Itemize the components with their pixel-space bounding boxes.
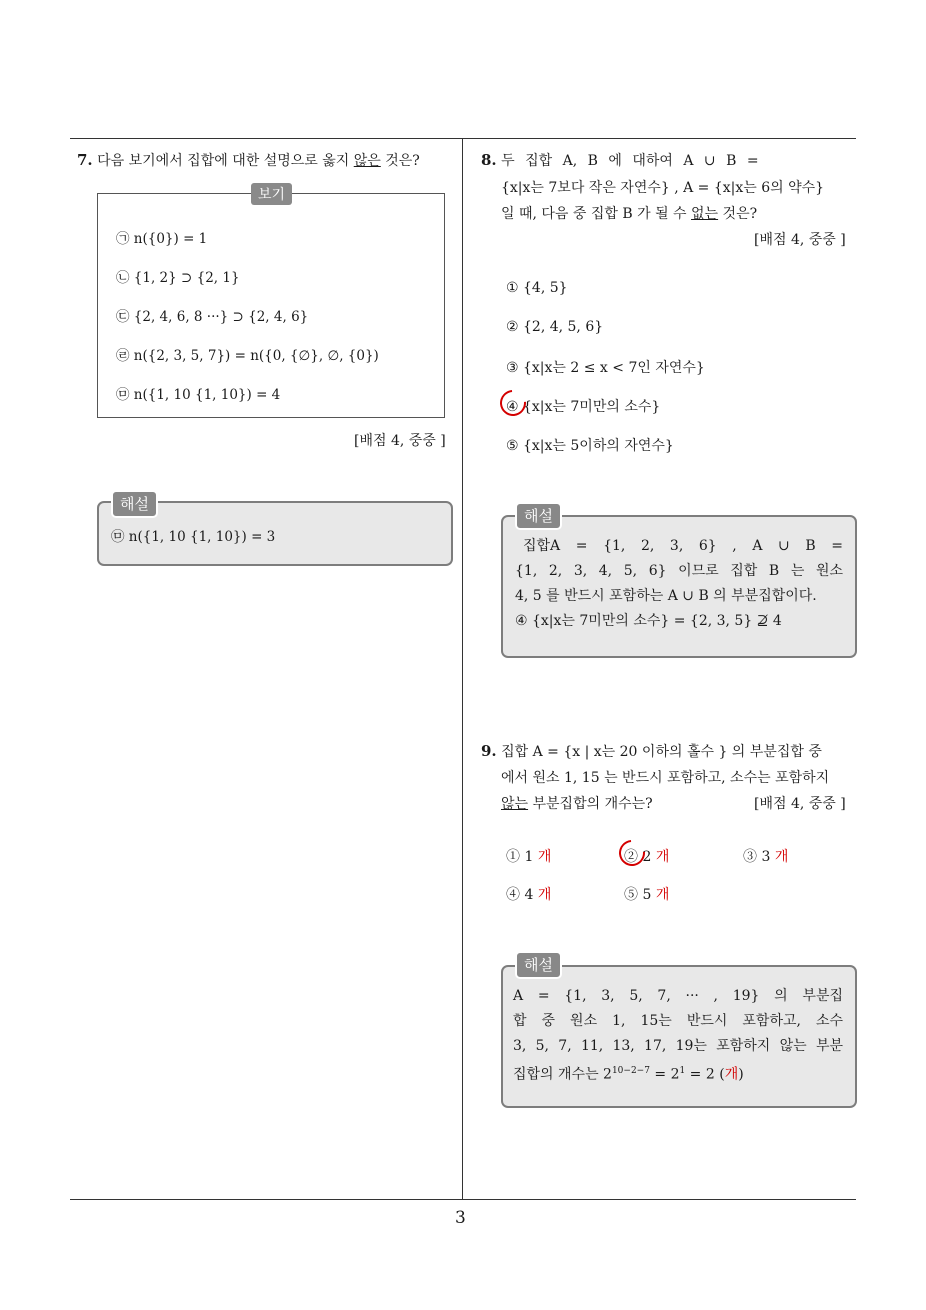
q8-stem-line3: 일 때, 다음 중 집합 B 가 될 수 없는 것은?: [501, 206, 758, 222]
q7-score: [배점 4, 중중 ]: [354, 433, 446, 449]
q9-solution-line-1: A = {1, 3, 5, 7, ··· , 19} 의 부분집: [513, 988, 843, 1004]
q8-option-2[interactable]: ② {2, 4, 5, 6}: [506, 319, 604, 335]
q9-solution-line-2: 합 중 원소 1, 15는 반드시 포함하고, 소수: [513, 1013, 843, 1029]
q7-stem: 7. 다음 보기에서 집합에 대한 설명으로 옳지 않은 것은?: [77, 151, 420, 169]
q9-score: [배점 4, 중중 ]: [754, 796, 846, 812]
q8-number: 8.: [481, 151, 497, 169]
q8-option-4[interactable]: ④ {x|x는 7미만의 소수}: [506, 399, 661, 415]
q7-item-5: ㉤ n({1, 10 {1, 10}) = 4: [116, 387, 281, 403]
q9-option-2[interactable]: ② 2 개: [624, 849, 670, 865]
q7-bogi-label: 보기: [251, 183, 292, 205]
bottom-rule: [70, 1199, 856, 1200]
column-divider: [462, 139, 463, 1200]
q8-option-3[interactable]: ③ {x|x는 2 ≤ x < 7인 자연수}: [506, 360, 705, 376]
q9-solution-line-3: 3, 5, 7, 11, 13, 17, 19는 포함하지 않는 부분: [513, 1038, 843, 1054]
q8-solution-line-3: 4, 5 를 반드시 포함하는 A ∪ B 의 부분집합이다.: [515, 588, 817, 604]
q7-item-3: ㉢ {2, 4, 6, 8 ···} ⊃ {2, 4, 6}: [116, 309, 309, 325]
q8-solution-line-2: {1, 2, 3, 4, 5, 6} 이므로 집합 B 는 원소: [515, 563, 843, 579]
q7-item-2: ㉡ {1, 2} ⊃ {2, 1}: [116, 270, 240, 286]
q8-solution-label: 해설: [515, 502, 562, 530]
top-rule: [70, 138, 856, 139]
q7-item-1: ㉠ n({0}) = 1: [116, 231, 208, 247]
q9-option-1[interactable]: ① 1 개: [506, 849, 552, 865]
q8-solution-line-4: ④ {x|x는 7미만의 소수} = {2, 3, 5} ⊉ 4: [515, 613, 782, 629]
q8-option-5[interactable]: ⑤ {x|x는 5이하의 자연수}: [506, 438, 674, 454]
q8-option-1[interactable]: ① {4, 5}: [506, 280, 568, 296]
q9-stem-line3: 않는 부분집합의 개수는?: [501, 796, 653, 812]
q8-stem-line2: {x|x는 7보다 작은 자연수} , A = {x|x는 6의 약수}: [501, 180, 825, 196]
q7-solution-label: 해설: [111, 490, 158, 518]
q8-stem-line1: 8. 두 집합 A, B 에 대하여 A ∪ B =: [481, 151, 759, 169]
q9-stem-line2: 에서 원소 1, 15 는 반드시 포함하고, 소수는 포함하지: [501, 770, 830, 786]
q8-solution-line-1: 집합A = {1, 2, 3, 6} , A ∪ B =: [523, 538, 843, 554]
q9-solution-line-4: 집합의 개수는 $2^{10-2-7} = 2^1 = 2$ (개): [513, 1066, 744, 1083]
q9-number: 9.: [481, 742, 497, 760]
q7-item-4: ㉣ n({2, 3, 5, 7}) = n({0, {∅}, ∅, {0}): [116, 348, 379, 364]
q8-score: [배점 4, 중중 ]: [754, 232, 846, 248]
q9-stem-line1: 9. 집합 A = {x | x는 20 이하의 홀수 } 의 부분집합 중: [481, 742, 822, 760]
q7-solution-text: ㉤ n({1, 10 {1, 10}) = 3: [111, 529, 276, 545]
q8-solution-text: [515, 534, 843, 634]
q9-option-4[interactable]: ④ 4 개: [506, 887, 552, 903]
q9-solution-text: [513, 984, 843, 1088]
q9-option-3[interactable]: ③ 3 개: [743, 849, 789, 865]
q9-option-5[interactable]: ⑤ 5 개: [624, 887, 670, 903]
q9-solution-label: 해설: [515, 951, 562, 979]
q7-number: 7.: [77, 151, 93, 169]
page-number: 3: [455, 1208, 466, 1228]
